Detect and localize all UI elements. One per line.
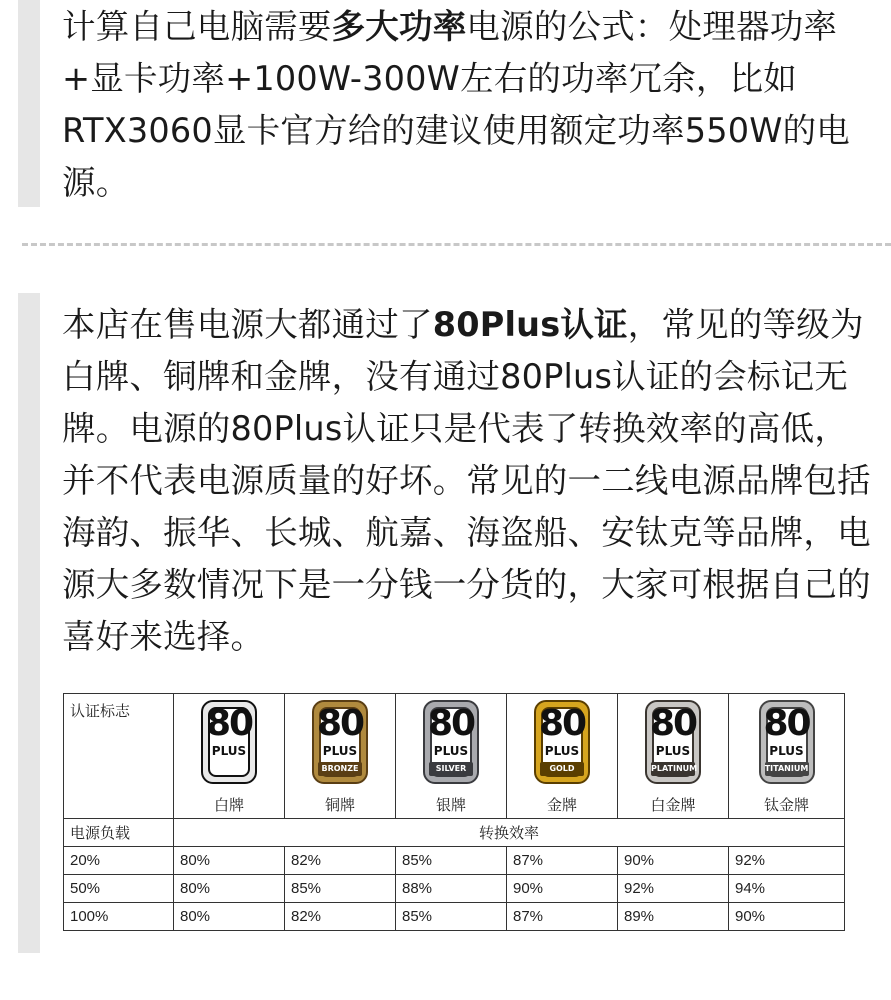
efficiency-value: 89% bbox=[618, 903, 729, 931]
bold-text: 80Plus认证 bbox=[432, 305, 628, 344]
badge-plus: PLUS bbox=[769, 744, 804, 758]
efficiency-value: 90% bbox=[507, 875, 618, 903]
badge-plus: PLUS bbox=[211, 744, 247, 758]
badge-plus: PLUS bbox=[655, 744, 691, 758]
80plus-badge-icon bbox=[534, 700, 590, 784]
badge-tier: PLATINUM bbox=[651, 762, 695, 776]
badge-tier: TITANIUM bbox=[765, 762, 809, 776]
badge-number: 80 bbox=[649, 703, 697, 744]
efficiency-value: 94% bbox=[729, 875, 845, 903]
dashed-divider bbox=[22, 243, 891, 246]
power-formula-paragraph bbox=[62, 1, 876, 209]
badge-plus: PLUS bbox=[322, 744, 358, 758]
load-label: 电源负载 bbox=[64, 819, 174, 847]
efficiency-value: 92% bbox=[729, 847, 845, 875]
efficiency-value: 90% bbox=[618, 847, 729, 875]
tier-name: 白金牌 bbox=[650, 797, 696, 814]
logo-cell bbox=[618, 694, 729, 819]
efficiency-value: 82% bbox=[285, 903, 396, 931]
load-value: 50% bbox=[64, 875, 174, 903]
logo-cell bbox=[174, 694, 285, 819]
header-row bbox=[64, 819, 845, 847]
efficiency-value: 85% bbox=[396, 903, 507, 931]
badge-tier: BRONZE bbox=[318, 762, 362, 776]
load-value: 20% bbox=[64, 847, 174, 875]
badge-number: 80 bbox=[205, 703, 253, 744]
efficiency-value: 82% bbox=[285, 847, 396, 875]
efficiency-value: 85% bbox=[285, 875, 396, 903]
efficiency-value: 85% bbox=[396, 847, 507, 875]
efficiency-value: 90% bbox=[729, 903, 845, 931]
logo-row-label: 认证标志 bbox=[64, 694, 174, 819]
badge-number: 80 bbox=[538, 703, 586, 744]
80plus-badge-icon bbox=[759, 700, 815, 784]
logo-cell bbox=[507, 694, 618, 819]
80plus-badge-icon bbox=[312, 700, 368, 784]
tier-name: 金牌 bbox=[546, 797, 577, 814]
badge-plus: PLUS bbox=[433, 744, 469, 758]
text-segment: 计算自己电脑需要 bbox=[62, 7, 332, 46]
badge-number: 80 bbox=[763, 703, 810, 744]
efficiency-value: 87% bbox=[507, 847, 618, 875]
logo-cell bbox=[729, 694, 845, 819]
badge-tier: GOLD bbox=[540, 762, 584, 776]
certification-paragraph bbox=[62, 299, 876, 663]
quote-bar bbox=[18, 0, 40, 207]
80plus-efficiency-table bbox=[63, 693, 845, 931]
formula-section bbox=[18, 0, 876, 207]
tier-name: 银牌 bbox=[435, 797, 466, 814]
table-row bbox=[64, 903, 845, 931]
80plus-badge-icon bbox=[645, 700, 701, 784]
logo-cell bbox=[396, 694, 507, 819]
text-segment: 电源的公式：处理器功率+显卡功率+100W-300W左右的功率冗余，比如RTX3060显卡官方给的建议使用额定功率550W的电源。 bbox=[62, 7, 850, 202]
badge-tier: SILVER bbox=[429, 762, 473, 776]
text-segment: 本店在售电源大都通过了 bbox=[62, 305, 433, 344]
load-value: 100% bbox=[64, 903, 174, 931]
logo-cell bbox=[285, 694, 396, 819]
badge-plus: PLUS bbox=[544, 744, 580, 758]
table-row bbox=[64, 847, 845, 875]
tier-name: 铜牌 bbox=[324, 797, 355, 814]
table-row bbox=[64, 875, 845, 903]
badge-number: 80 bbox=[316, 703, 364, 744]
80plus-badge-icon bbox=[423, 700, 479, 784]
efficiency-value: 80% bbox=[174, 847, 285, 875]
efficiency-value: 88% bbox=[396, 875, 507, 903]
efficiency-value: 80% bbox=[174, 903, 285, 931]
quote-bar bbox=[18, 293, 40, 953]
logo-row bbox=[64, 694, 845, 819]
badge-number: 80 bbox=[427, 703, 475, 744]
tier-name: 钛金牌 bbox=[763, 797, 809, 814]
bold-text: 多大功率 bbox=[331, 7, 467, 46]
efficiency-value: 92% bbox=[618, 875, 729, 903]
efficiency-value: 87% bbox=[507, 903, 618, 931]
efficiency-label: 转换效率 bbox=[174, 819, 845, 847]
tier-name: 白牌 bbox=[213, 797, 244, 814]
text-segment: ，常见的等级为白牌、铜牌和金牌，没有通过80Plus认证的会标记无牌。电源的80Plus认证只是代表了转换效率的高低，并不代表电源质量的好坏。常见的一二线电源品牌包括海韵、振华、长城、航嘉、海盗船、安钛克等品牌，电源大多数情况下是一分钱一分货的，大家可根据自己的喜好来选择。 bbox=[62, 305, 871, 656]
efficiency-value: 80% bbox=[174, 875, 285, 903]
80plus-badge-icon bbox=[201, 700, 257, 784]
